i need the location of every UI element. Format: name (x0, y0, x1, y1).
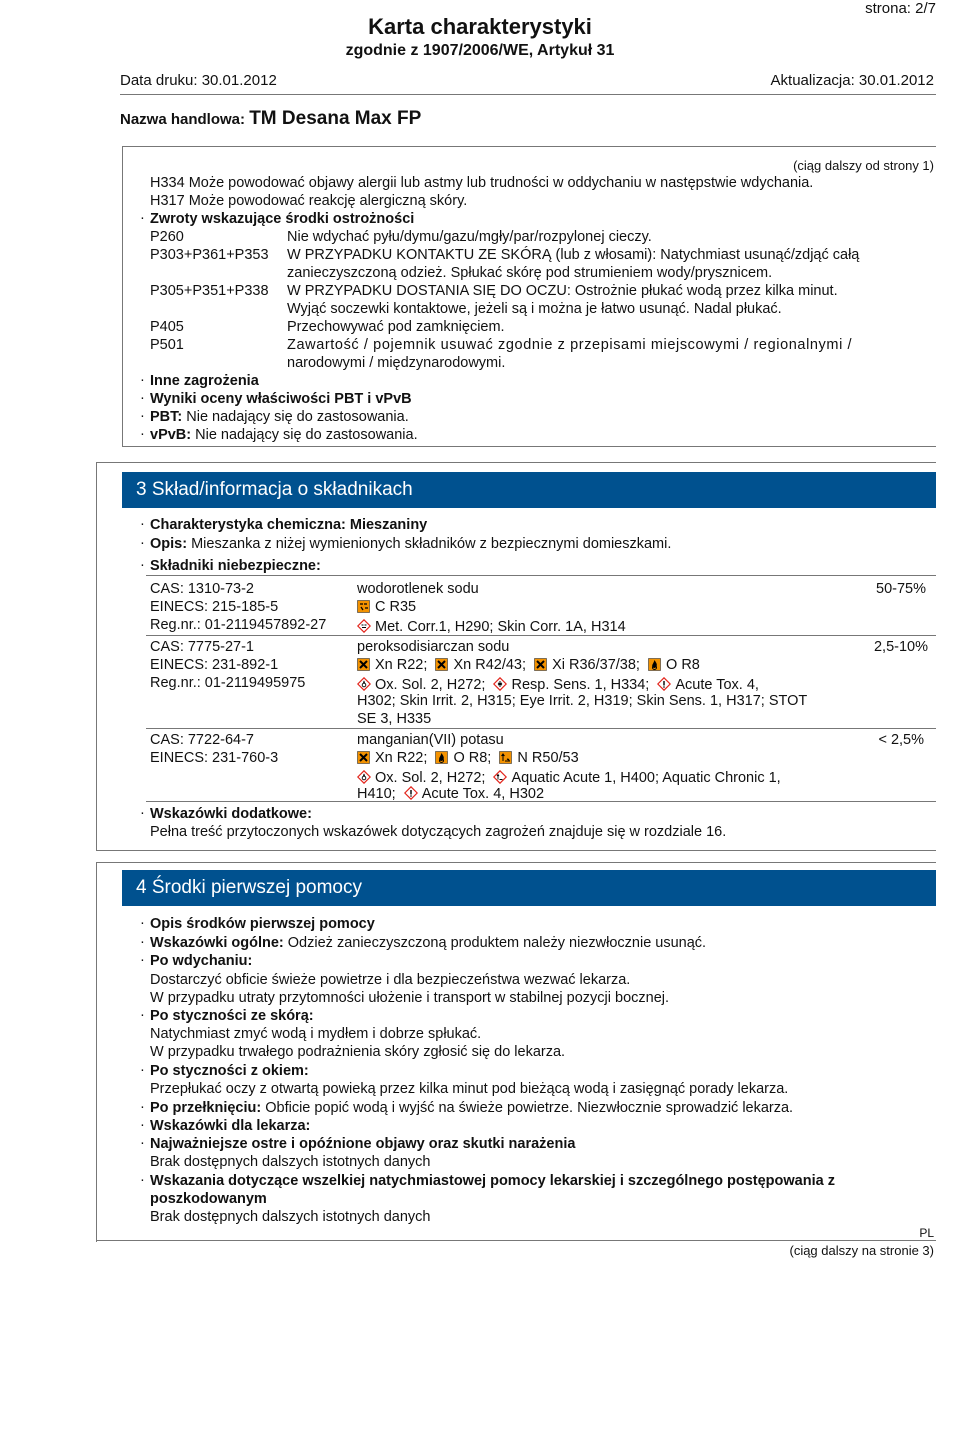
p303-text-1: W PRZYPADKU KONTAKTU ZE SKÓRĄ (lub z włosami): Natychmiast usunąć/zdjąć całą (287, 247, 860, 263)
page-number: strona: 2/7 (865, 0, 936, 17)
environment-tree-icon (499, 751, 512, 764)
additional-info-text: Pełna treść przytoczonych wskazówek dotyczących zagrożeń znajduje się w rozdziale 16. (150, 824, 727, 840)
ghs-exclamation-icon (657, 677, 670, 690)
bullet: · (140, 1172, 145, 1188)
precaution-heading: Zwroty wskazujące środki ostrożności (150, 211, 415, 227)
ghs-environment-icon (493, 770, 506, 783)
bullet: · (140, 1117, 145, 1133)
ghs-health-hazard-icon (493, 677, 506, 690)
header-divider (120, 94, 936, 95)
component-classification (357, 749, 579, 767)
section2-left-border (122, 146, 123, 446)
classification-o: O R8; (453, 750, 492, 766)
table-row-divider (146, 728, 936, 729)
skin-contact-text-1: Natychmiast zmyć wodą i mydłem i dobrze spłukać. (150, 1026, 482, 1042)
clp-ox-sol: Ox. Sol. 2, H272; (375, 770, 486, 786)
component-einecs: EINECS: 215-185-5 (150, 599, 279, 615)
clp-acute-tox: Acute Tox. 4, H302 (421, 786, 545, 802)
p260-text: Nie wdychać pyłu/dymu/gazu/mgły/par/rozpylonej cieczy. (287, 229, 652, 245)
clp-resp-sens: Resp. Sens. 1, H334; (511, 677, 650, 693)
vpvb-line (150, 426, 418, 444)
oxidizing-flame-icon (435, 751, 448, 764)
bullet: · (140, 426, 145, 442)
corrosive-symbol-icon (357, 600, 370, 613)
classification-xn-sens: Xn R42/43; (453, 657, 527, 673)
description-label: Opis: (150, 536, 188, 552)
clp-ox-sol: Ox. Sol. 2, H272; (375, 677, 486, 693)
description-line (150, 535, 671, 553)
component-einecs: EINECS: 231-892-1 (150, 657, 279, 673)
ghs-exclamation-icon (404, 786, 417, 799)
update-date: Aktualizacja: 30.01.2012 (770, 72, 934, 89)
component-clp-cont: SE 3, H335 (357, 711, 432, 727)
language-code: PL (919, 1226, 934, 1240)
p303-code: P303+P361+P353 (150, 247, 269, 263)
bullet: · (140, 557, 145, 573)
clp-h410: H410; (357, 786, 396, 802)
p260-code: P260 (150, 229, 184, 245)
p501-text-2: narodowymi / międzynarodowymi. (287, 355, 506, 371)
trade-name-label: Nazwa handlowa: (120, 111, 246, 128)
skin-contact-label: Po styczności ze skórą: (150, 1008, 314, 1024)
table-top-border (146, 575, 936, 576)
ingestion-text: Obficie popić wodą i wyjść na świeże powietrze. Niezwłocznie sprowadzić lekarza. (265, 1100, 794, 1116)
trade-name-value: TM Desana Max FP (249, 108, 422, 129)
component-cas: CAS: 7775-27-1 (150, 639, 254, 655)
p305-text-1: W PRZYPADKU DOSTANIA SIĘ DO OCZU: Ostrożnie płukać wodą przez kilka minut. (287, 283, 838, 299)
p501-code: P501 (150, 337, 184, 353)
component-name: peroksodisiarczan sodu (357, 639, 510, 655)
eye-contact-text: Przepłukać oczy z otwartą powieką przez kilka minut pod bieżącą wodą i zasięgnąć porady lekarza. (150, 1081, 789, 1097)
harmful-cross-icon (357, 658, 370, 671)
continued-from: (ciąg dalszy od strony 1) (793, 158, 934, 173)
section3-left-border (96, 462, 97, 850)
ghs-oxidizer-icon (357, 677, 370, 690)
p501-text-1: Zawartość / pojemnik usuwać zgodnie z przepisami miejscowymi / regionalnymi / (287, 337, 853, 353)
inhalation-label: Po wdychaniu: (150, 953, 253, 969)
section4-top-border (96, 862, 936, 863)
bullet: · (140, 1099, 145, 1115)
first-aid-measures: Opis środków pierwszej pomocy (150, 916, 375, 932)
section3-top-border (96, 462, 936, 463)
pbt-line (150, 408, 409, 426)
component-reg: Reg.nr.: 01-2119495975 (150, 675, 306, 691)
section2-bottom-border (122, 446, 936, 447)
vpvb-value: Nie nadający się do zastosowania. (195, 427, 418, 443)
p405-text: Przechowywać pod zamknięciem. (287, 319, 505, 335)
component-concentration: 50-75% (876, 581, 926, 597)
pbt-value: Nie nadający się do zastosowania. (186, 409, 409, 425)
bullet: · (140, 390, 145, 406)
trade-name (120, 108, 421, 130)
p305-text-2: Wyjąć soczewki kontaktowe, jeżeli są i można je łatwo usunąć. Nadal płukać. (287, 301, 782, 317)
doctor-notes-label: Wskazówki dla lekarza: (150, 1118, 311, 1134)
component-concentration: 2,5-10% (873, 639, 928, 655)
bullet: · (140, 952, 145, 968)
ghs-oxidizer-icon (357, 770, 370, 783)
section4-title: 4 Środki pierwszej pomocy (122, 870, 936, 906)
p405-code: P405 (150, 319, 184, 335)
component-einecs: EINECS: 231-760-3 (150, 750, 279, 766)
section3-title: 3 Skład/informacja o składnikach (122, 472, 936, 508)
classification-xn: Xn R22; (375, 750, 428, 766)
bullet: · (140, 1062, 145, 1078)
component-name: manganian(VII) potasu (357, 732, 504, 748)
print-date: Data druku: 30.01.2012 (120, 72, 277, 89)
additional-info-label: Wskazówki dodatkowe: (150, 806, 312, 822)
description-value: Mieszanka z niżej wymienionych składników z bezpiecznymi domieszkami. (191, 536, 672, 552)
vpvb-label: vPvB: (150, 427, 192, 443)
section2-top-border (122, 146, 936, 147)
component-cas: CAS: 1310-73-2 (150, 581, 254, 597)
pbt-heading: Wyniki oceny właściwości PBT i vPvB (150, 391, 412, 407)
irritant-cross-icon (534, 658, 547, 671)
ghs-corrosion-icon (357, 619, 370, 632)
chemical-characterization: Charakterystyka chemiczna: Mieszaniny (150, 517, 428, 533)
general-advice-text: Odzież zanieczyszczoną produktem należy niezwłocznie usunąć. (287, 935, 707, 951)
component-clp-cont (357, 785, 544, 803)
bullet: · (140, 535, 145, 551)
component-clp (357, 618, 626, 636)
oxidizing-flame-icon (648, 658, 661, 671)
bullet: · (140, 516, 145, 532)
bullet: · (140, 1007, 145, 1023)
hazard-h334: H334 Może powodować objawy alergii lub astmy lub trudności w oddychaniu w następstwie wdychania. (150, 175, 814, 191)
bullet: · (140, 210, 145, 226)
symptoms-label: Najważniejsze ostre i opóźnione objawy oraz skutki narażenia (150, 1136, 576, 1152)
symptoms-text: Brak dostępnych dalszych istotnych danych (150, 1154, 431, 1170)
inhalation-text-1: Dostarczyć obficie świeże powietrze i dla bezpieczeństwa wezwać lekarza. (150, 972, 631, 988)
pbt-label: PBT: (150, 409, 183, 425)
classification-n: N R50/53 (517, 750, 579, 766)
bullet: · (140, 915, 145, 931)
document-subtitle: zgodnie z 1907/2006/WE, Artykuł 31 (345, 42, 615, 59)
clp-aquatic: Aquatic Acute 1, H400; Aquatic Chronic 1, (511, 770, 781, 786)
general-advice-label: Wskazówki ogólne: (150, 935, 284, 951)
treatment-label-1: Wskazania dotyczące wszelkiej natychmiastowej pomocy lekarskiej i szczególnego postępowania z (150, 1173, 835, 1189)
component-classification (357, 656, 700, 674)
component-clp-cont: H302; Skin Irrit. 2, H315; Eye Irrit. 2, H319; Skin Sens. 1, H317; STOT (357, 693, 808, 709)
p303-text-2: zanieczyszczoną odzież. Spłukać skórę pod strumieniem wody/prysznicem. (287, 265, 773, 281)
bullet: · (140, 805, 145, 821)
classification-xn: Xn R22; (375, 657, 428, 673)
section4-left-border (96, 862, 97, 1242)
harmful-cross-icon (435, 658, 448, 671)
bullet: · (140, 408, 145, 424)
bullet: · (140, 372, 145, 388)
component-reg: Reg.nr.: 01-2119457892-27 (150, 617, 327, 633)
footer-divider (96, 1240, 936, 1241)
component-classification (357, 598, 416, 616)
ingestion-label: Po przełknięciu: (150, 1100, 262, 1116)
general-advice (150, 934, 706, 952)
treatment-label-2: poszkodowanym (150, 1191, 267, 1207)
bullet: · (140, 1135, 145, 1151)
classification-xi: Xi R36/37/38; (552, 657, 640, 673)
component-classification-text: C R35 (375, 599, 417, 615)
harmful-cross-icon (357, 751, 370, 764)
component-cas: CAS: 7722-64-7 (150, 732, 254, 748)
treatment-text: Brak dostępnych dalszych istotnych danych (150, 1209, 431, 1225)
component-clp-text: Met. Corr.1, H290; Skin Corr. 1A, H314 (375, 619, 626, 635)
clp-acute-tox: Acute Tox. 4, (675, 677, 759, 693)
hazard-h317: H317 Może powodować reakcję alergiczną skóry. (150, 193, 468, 209)
other-hazards-heading: Inne zagrożenia (150, 373, 259, 389)
component-concentration: < 2,5% (878, 732, 924, 748)
inhalation-text-2: W przypadku utraty przytomności ułożenie i transport w stabilnej pozycji bocznej. (150, 990, 670, 1006)
eye-contact-label: Po styczności z okiem: (150, 1063, 309, 1079)
skin-contact-text-2: W przypadku trwałego podrażnienia skóry zgłosić się do lekarza. (150, 1044, 566, 1060)
continued-to: (ciąg dalszy na stronie 3) (789, 1243, 934, 1258)
bullet: · (140, 934, 145, 950)
component-name: wodorotlenek sodu (357, 581, 479, 597)
section3-bottom-border (96, 850, 936, 851)
ingestion (150, 1099, 793, 1117)
p305-code: P305+P351+P338 (150, 283, 269, 299)
document-title: Karta charakterystyki (368, 14, 592, 39)
hazardous-components-label: Składniki niebezpieczne: (150, 558, 321, 574)
classification-o: O R8 (666, 657, 700, 673)
